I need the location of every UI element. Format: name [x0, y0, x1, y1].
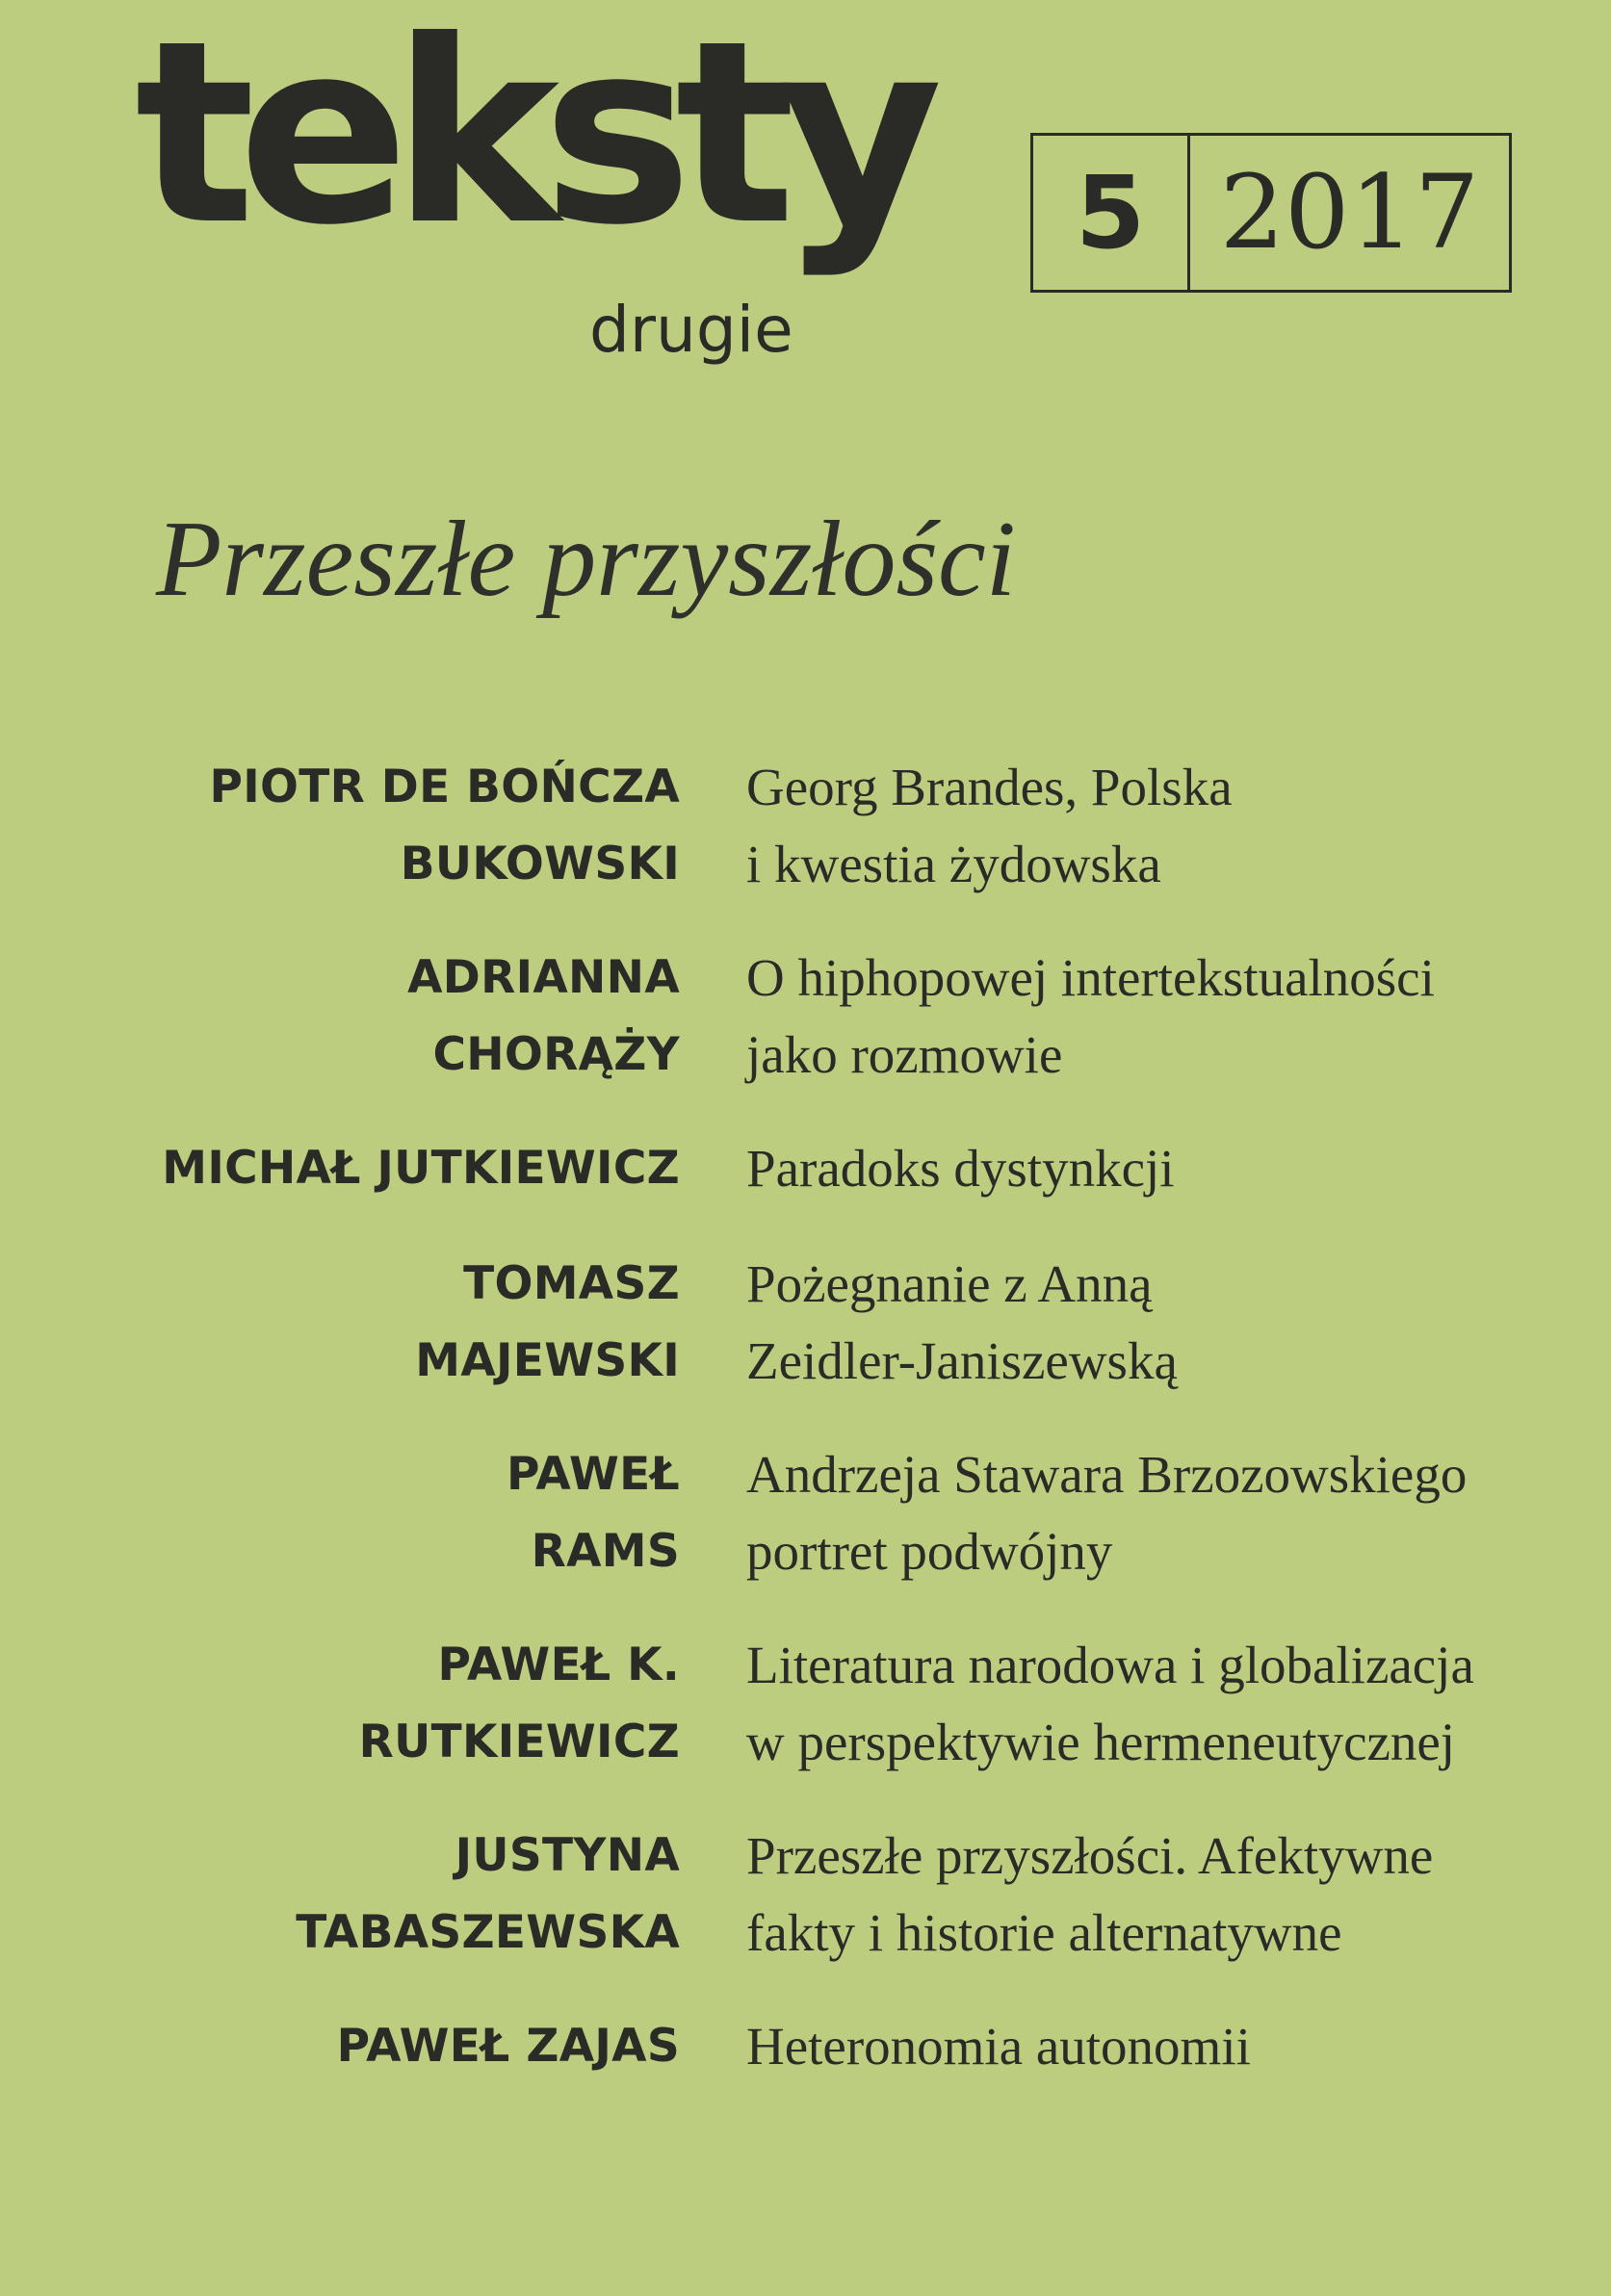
- magazine-logo-subtitle: drugie: [589, 293, 793, 367]
- issue-theme-title: Przeszłe przyszłości: [156, 500, 1016, 619]
- toc-author: MICHAŁ JUTKIEWICZ: [162, 1142, 680, 1195]
- magazine-logo: teksty: [135, 0, 926, 280]
- toc-title: Paradoks dystynkcji: [746, 1139, 1175, 1198]
- toc-title: Georg Brandes, Polska i kwestia żydowska: [746, 758, 1233, 893]
- toc-title: Literatura narodowa i globalizacja w perspektywie hermeneutycznej: [746, 1636, 1474, 1771]
- toc-author: PAWEŁ RAMS: [506, 1448, 680, 1578]
- issue-number: 5: [1033, 136, 1190, 290]
- toc-title: Pożegnanie z Anną Zeidler-Janiszewską: [746, 1254, 1178, 1390]
- toc-author: TOMASZ MAJEWSKI: [415, 1257, 680, 1387]
- toc-author: ADRIANNA CHORĄŻY: [407, 951, 680, 1081]
- toc-author: PAWEŁ K. RUTKIEWICZ: [358, 1638, 680, 1768]
- toc-title: Andrzeja Stawara Brzozowskiego portret podwójny: [746, 1445, 1468, 1581]
- toc-title: Heteronomia autonomii: [746, 2017, 1251, 2076]
- toc-author: JUSTYNA TABASZEWSKA: [296, 1829, 680, 1959]
- toc-title: O hiphopowej intertekstualności jako rozmowie: [746, 948, 1435, 1084]
- toc-author: PIOTR DE BOŃCZA BUKOWSKI: [209, 761, 680, 890]
- issue-box: [1030, 133, 1512, 293]
- toc-author: PAWEŁ ZAJAS: [336, 2020, 680, 2073]
- issue-year: 2017: [1219, 153, 1480, 271]
- toc-title: Przeszłe przyszłości. Afektywne fakty i historie alternatywne: [746, 1826, 1434, 1962]
